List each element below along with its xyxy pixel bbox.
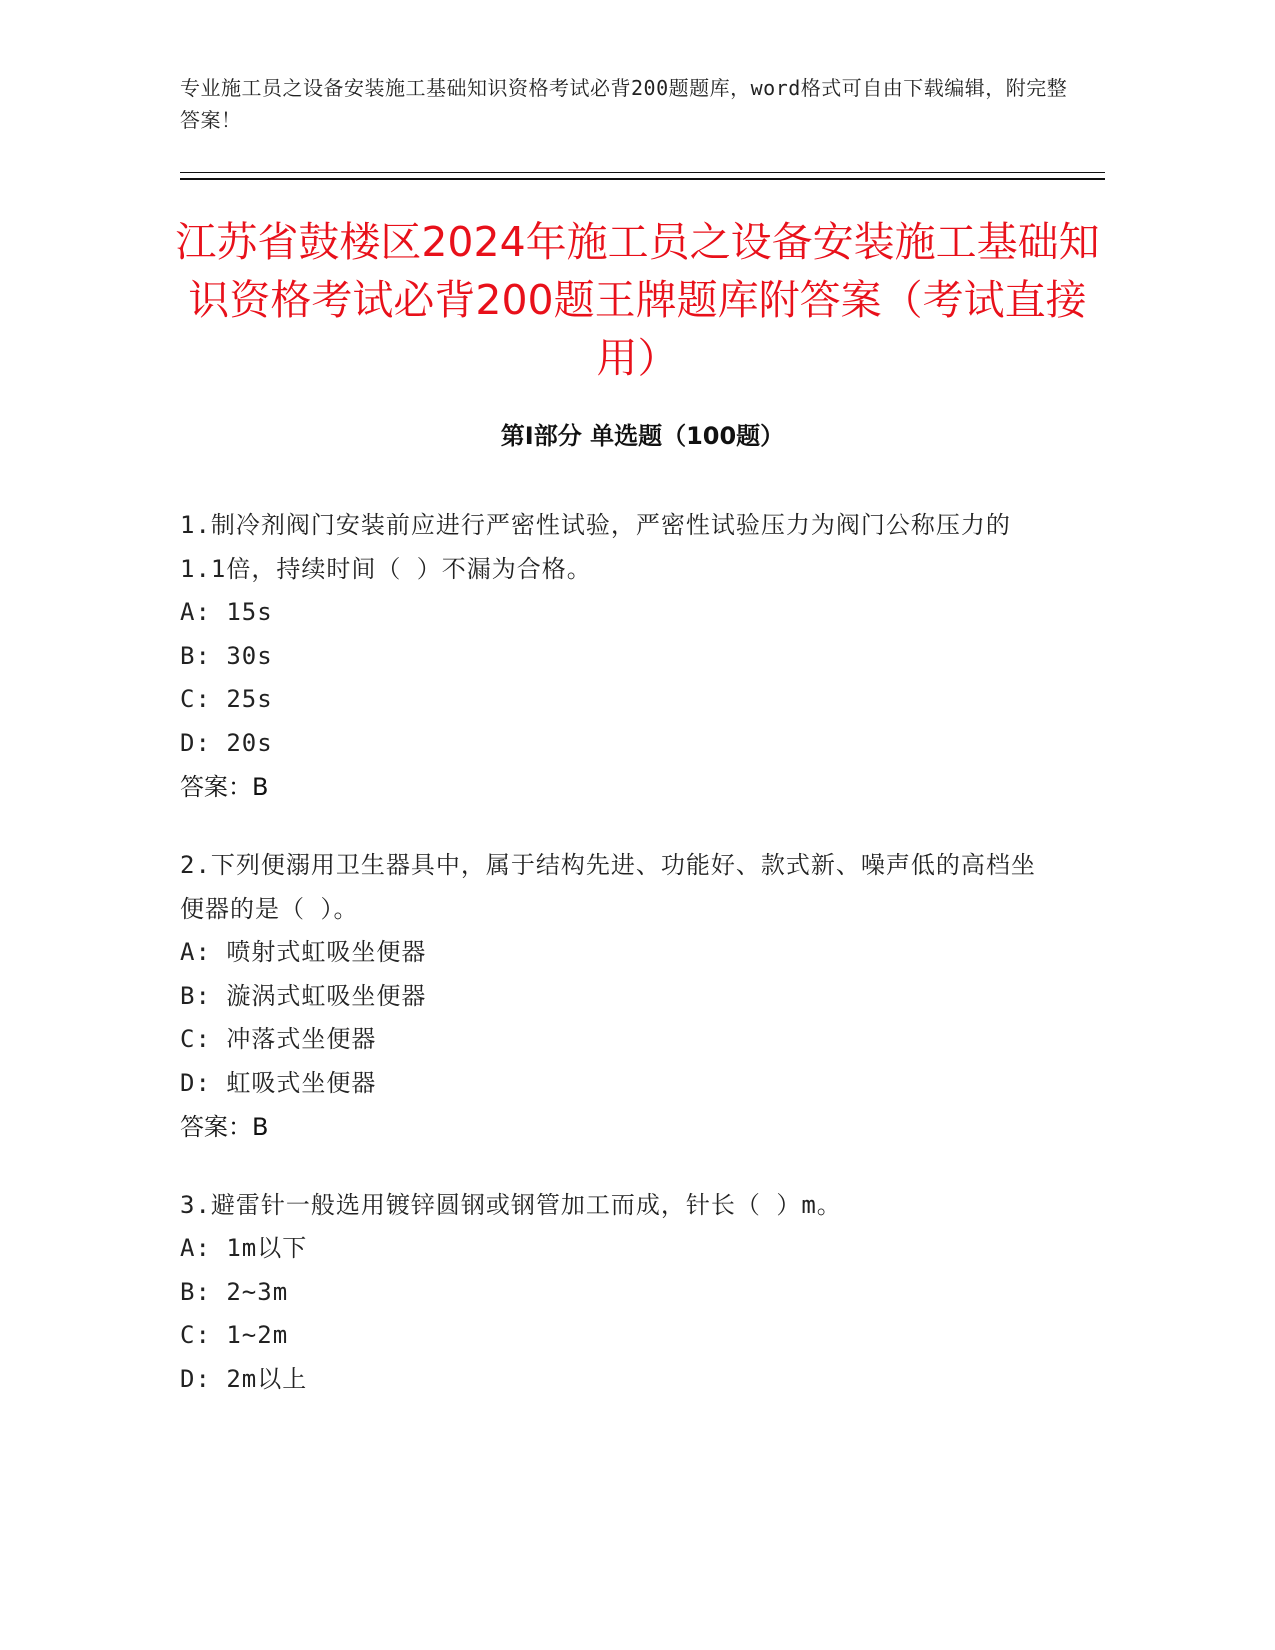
- option-d: D: 2m以上: [180, 1364, 308, 1393]
- document-title: 江苏省鼓楼区2024年施工员之设备安装施工基础知识资格考试必背200题王牌题库附答案（考试直接用）: [175, 218, 1100, 382]
- option-b: B: 2~3m: [180, 1277, 289, 1306]
- question-3: [180, 1183, 1040, 1401]
- question-stem: 3.避雷针一般选用镀锌圆钢或钢管加工而成，针长（ ）m。: [180, 1191, 842, 1219]
- question-2: [180, 843, 1040, 1149]
- header-divider-thick: [180, 178, 1105, 180]
- option-c: C: 25s: [180, 685, 273, 713]
- option-c: C: 1~2m: [180, 1321, 289, 1349]
- option-b: B: 30s: [180, 641, 273, 670]
- question-stem: 2.下列便溺用卫生器具中，属于结构先进、功能好、款式新、噪声低的高档坐便器的是（ ）。: [180, 851, 1036, 923]
- option-a: A: 15s: [180, 598, 273, 626]
- option-a: A: 喷射式虹吸坐便器: [180, 938, 427, 966]
- option-c: C: 冲落式坐便器: [180, 1025, 377, 1053]
- question-list: [180, 503, 1040, 1435]
- option-b: B: 漩涡式虹吸坐便器: [180, 981, 427, 1010]
- question-stem: 1.制冷剂阀门安装前应进行严密性试验，严密性试验压力为阀门公称压力的1.1倍，持续时间（ ）不漏为合格。: [180, 511, 1011, 583]
- header-note: 专业施工员之设备安装施工基础知识资格考试必背200题题库，word格式可自由下载编辑，附完整答案！: [180, 76, 1068, 132]
- option-d: D: 20s: [180, 728, 273, 757]
- question-1: [180, 503, 1040, 809]
- answer: 答案：B: [180, 773, 269, 801]
- option-a: A: 1m以下: [180, 1234, 308, 1262]
- section-title: 第Ⅰ部分 单选题（100题）: [500, 422, 785, 450]
- header-divider-thin: [180, 172, 1105, 173]
- option-d: D: 虹吸式坐便器: [180, 1068, 377, 1097]
- answer: 答案：B: [180, 1113, 269, 1141]
